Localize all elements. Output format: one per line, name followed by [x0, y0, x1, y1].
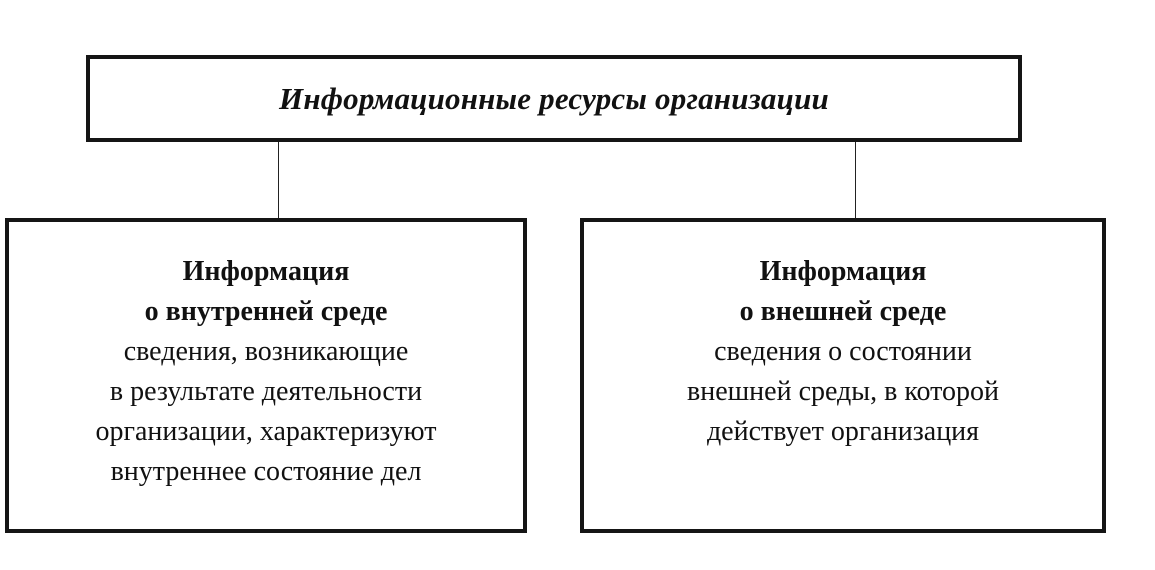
external-heading-line-2: о внешней среде [739, 296, 947, 327]
root-node-title: Информационные ресурсы организации [279, 80, 829, 116]
connector-line-right [855, 142, 856, 218]
internal-environment-content [9, 252, 523, 492]
internal-description-line-4: внутреннее состояние дел [110, 456, 422, 487]
internal-description-line-3: организации, характеризуют [95, 416, 437, 447]
external-heading-line-1: Информация [759, 256, 927, 287]
external-description-line-1: сведения о состоянии [714, 336, 972, 367]
root-node-box [86, 55, 1022, 142]
internal-description-line-2: в результате деятельности [109, 376, 423, 407]
connector-line-left [278, 142, 279, 218]
internal-heading-line-2: о внутренней среде [144, 296, 388, 327]
external-description-line-2: внешней среды, в которой [686, 376, 1000, 407]
internal-environment-box [5, 218, 527, 533]
external-environment-box [580, 218, 1106, 533]
external-environment-content [584, 252, 1102, 452]
external-description-line-3: действует организация [706, 416, 980, 447]
internal-heading-line-1: Информация [182, 256, 350, 287]
internal-description-line-1: сведения, возникающие [123, 336, 409, 367]
